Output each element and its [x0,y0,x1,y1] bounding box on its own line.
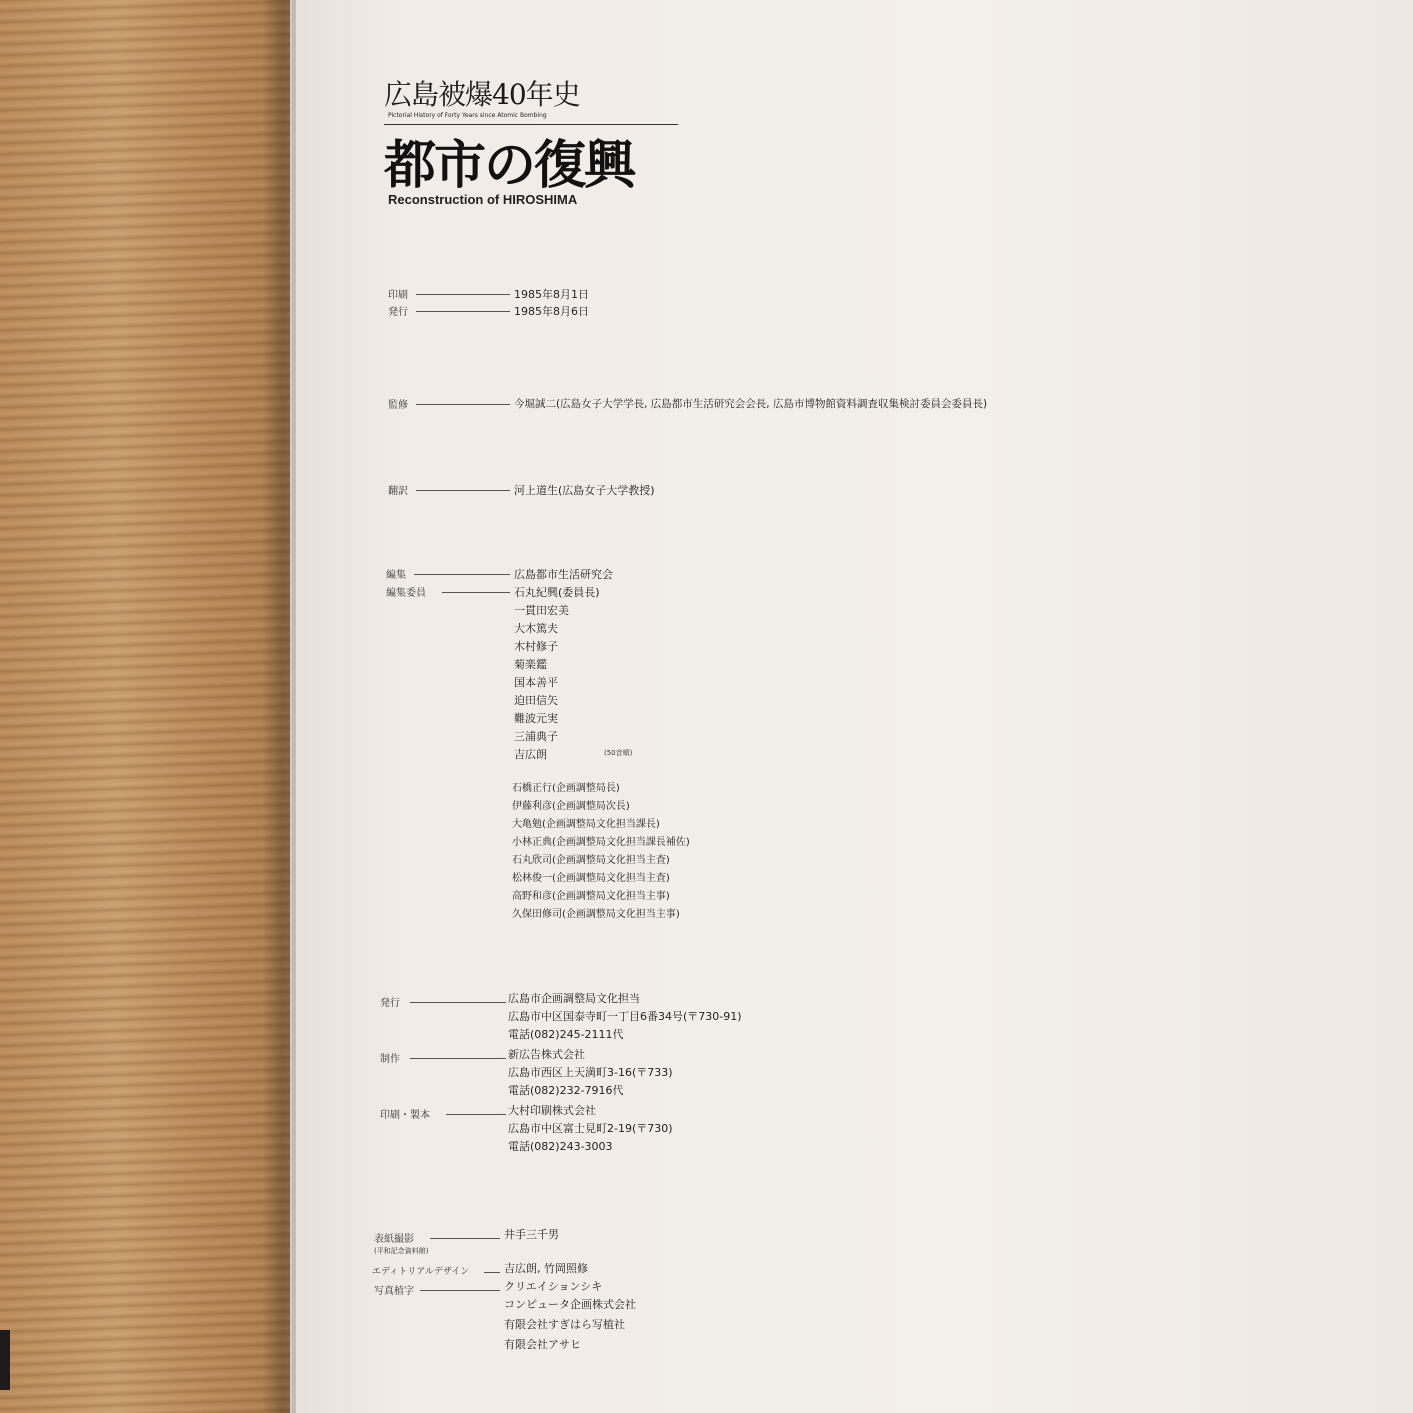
book-page [292,0,1413,1413]
committee-member: 木村修子 [514,640,558,653]
book-title-english: Reconstruction of HIROSHIMA [388,192,578,207]
translation-value: 河上道生(広島女子大学教授) [514,484,655,497]
city-staff-member: 小林正典(企画調整局文化担当課長補佐) [512,837,690,848]
committee-member: 吉広朗 [514,748,547,761]
page-edge-shadow [262,0,296,1413]
leader-line [442,592,510,593]
editing-value: 広島都市生活研究会 [514,568,613,581]
leader-line [414,574,510,575]
leader-line [410,1002,506,1003]
leader-line [430,1238,500,1239]
issue-date-label: 発行 [388,307,408,318]
leader-line [420,1290,500,1291]
series-title-english: Pictorial History of Forty Years since Atomic Bombing [388,112,547,119]
city-staff-member: 石丸欣司(企画調整局文化担当主査) [512,855,670,866]
phototype-value: 有限会社すぎはら写植社 [504,1318,625,1331]
leader-line [416,404,510,405]
city-staff-member: 久保田修司(企画調整局文化担当主事) [512,909,680,920]
cover-photo-value: 井手三千男 [504,1228,559,1241]
cover-photo-sub: (平和記念資料館) [374,1247,429,1255]
editing-committee-label: 編集委員 [386,588,426,599]
leader-line [416,490,510,491]
city-staff-member: 大亀勉(企画調整局文化担当課長) [512,819,660,830]
publisher-name: 広島市企画調整局文化担当 [508,992,640,1005]
editing-label: 編集 [386,570,406,581]
producer-address: 広島市西区上天満町3-16(〒733) [508,1066,673,1079]
committee-member: 菊楽鑑 [514,658,547,671]
translation-label: 翻訳 [388,486,408,497]
supervision-label: 監修 [388,400,408,411]
committee-member: 迫田信矢 [514,694,558,707]
leader-line [446,1114,506,1115]
cover-photo-label: 表紙撮影 [374,1234,414,1245]
leader-line [416,294,510,295]
committee-member: 一貫田宏美 [514,604,569,617]
print-date-value: 1985年8月1日 [514,288,589,301]
committee-member: 三浦典子 [514,730,558,743]
printer-label: 印刷・製本 [380,1110,430,1121]
leader-line [484,1272,500,1273]
city-staff-member: 伊藤利彦(企画調整局次長) [512,801,630,812]
series-title: 広島被爆40年史 [384,78,580,111]
design-label: エディトリアルデザイン [372,1267,470,1277]
supervision-value: 今堀誠二(広島女子大学学長, 広島都市生活研究会会長, 広島市博物館資料調査収集検討委員会委員長) [514,398,988,410]
phototype-value: 有限会社アサヒ [504,1338,581,1351]
producer-label: 制作 [380,1054,400,1065]
header-rule [384,124,678,125]
city-staff-member: 石橋正行(企画調整局長) [512,783,620,794]
issue-date-value: 1985年8月6日 [514,305,589,318]
dark-object-edge [0,1330,10,1390]
printer-address: 広島市中区富士見町2-19(〒730) [508,1122,673,1135]
producer-name: 新広告株式会社 [508,1048,585,1061]
print-date-label: 印刷 [388,290,408,301]
design-value: 吉広朗, 竹岡照修 [504,1262,588,1275]
colophon-header [384,78,684,207]
order-note: (50音順) [604,749,633,757]
publisher-phone: 電話(082)245-2111代 [508,1028,624,1041]
leader-line [410,1058,506,1059]
printer-phone: 電話(082)243-3003 [508,1140,613,1153]
printer-name: 大村印刷株式会社 [508,1104,596,1117]
committee-member: 大木篤夫 [514,622,558,635]
book-title: 都市の復興 [384,135,635,196]
phototype-label: 写真植字 [374,1286,414,1297]
producer-phone: 電話(082)232-7916代 [508,1084,624,1097]
committee-member: 国本善平 [514,676,558,689]
phototype-value: クリエイションシキ [504,1280,603,1293]
publisher-label: 発行 [380,998,400,1009]
leader-line [416,311,510,312]
phototype-value: コンピュータ企画株式会社 [504,1298,636,1311]
publisher-address: 広島市中区国泰寺町一丁目6番34号(〒730-91) [508,1010,742,1023]
city-staff-member: 高野和彦(企画調整局文化担当主事) [512,891,670,902]
committee-member: 難波元実 [514,712,558,725]
committee-member: 石丸紀興(委員長) [514,586,600,599]
city-staff-member: 松林俊一(企画調整局文化担当主査) [512,873,670,884]
wooden-table-background [0,0,290,1413]
